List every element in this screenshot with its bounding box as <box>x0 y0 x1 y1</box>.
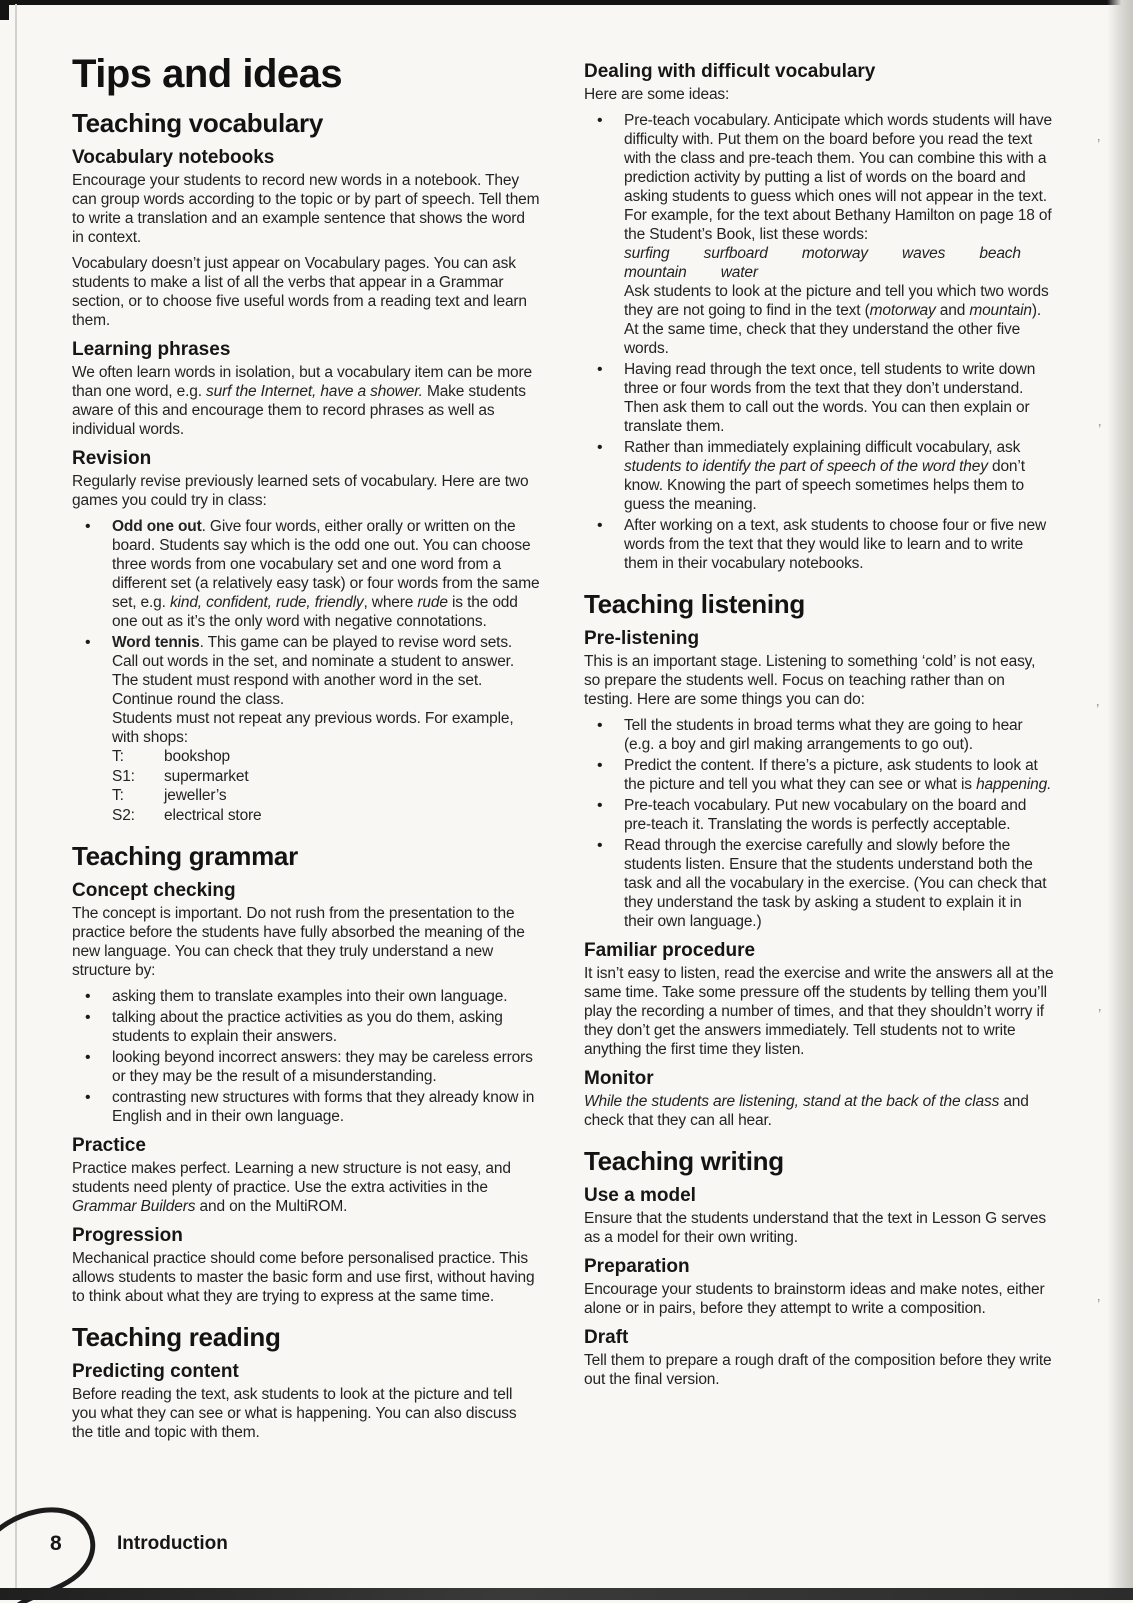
scan-speck: ’ <box>1098 1006 1102 1023</box>
bullet-text <box>624 756 1054 794</box>
paragraph <box>112 709 540 747</box>
scan-speck: ’ <box>1097 136 1101 153</box>
sub-heading: Progression <box>72 1225 183 1246</box>
paragraph <box>72 1385 540 1442</box>
paragraph <box>584 1209 1054 1247</box>
bullet-text <box>624 716 1054 754</box>
paragraph <box>584 1280 1054 1318</box>
bullet-item <box>584 756 1054 794</box>
sub-heading: Use a model <box>584 1185 696 1206</box>
text-run: students to identify the part of speech of the word they <box>624 458 988 475</box>
text-run: Grammar Builders <box>72 1198 196 1215</box>
paragraph <box>584 1092 1054 1130</box>
sub-heading: Preparation <box>584 1256 690 1277</box>
bullet-item <box>72 633 540 825</box>
bullet-text <box>624 360 1054 436</box>
bullet-item <box>584 796 1054 834</box>
bullet-item <box>584 836 1054 931</box>
dialog-row <box>112 806 540 826</box>
text-run: Mechanical practice should come before personalised practice. This allows students to master the basic form and use first, without having to think about what they are trying to express at the same time. <box>72 1250 535 1305</box>
scan-edge-right <box>1107 0 1133 1600</box>
text-run: Make students aware of this and encourage them to record phrases as well as individual words. <box>72 383 526 438</box>
page-number: 8 <box>50 1532 62 1555</box>
dialog-speaker: T: <box>112 787 124 804</box>
text-run: Predict the content. If there’s a picture, ask students to look at the picture and tell you what they can see or what is <box>624 757 1038 793</box>
text-run: is the odd one out as it’s the only word with negative connotations. <box>112 594 518 630</box>
text-run: Ask students to look at the picture and tell you which two words they are not going to find in the text ( <box>624 283 1049 319</box>
scan-edge-bottom <box>0 1588 1133 1600</box>
bullet-list <box>72 987 540 1126</box>
text-run: Ensure that the students understand that the text in Lesson G serves as a model for their own writing. <box>584 1210 1046 1246</box>
dialog-row <box>112 767 540 787</box>
bullet-list <box>584 111 1054 573</box>
text-run: Pre-teach vocabulary. Anticipate which words students will have difficulty with. Put them on the board before you read the text with the class and pre-teach them. You can combine this with a prediction activity by putting a list of words on the board and asking students to guess which ones will not appear in the text. For example, for the text about Bethany Hamilton on page 18 of the Student’s Book, list these words: <box>624 112 1052 243</box>
text-run: Tell the students in broad terms what they are going to hear (e.g. a boy and girl making arrangements to go out). <box>624 717 1023 753</box>
text-run: surfing surfboard motorway waves beach mountain water <box>624 245 1021 281</box>
text-run: Word tennis <box>112 634 200 651</box>
text-run: rude <box>417 594 448 611</box>
bullet-text <box>624 796 1054 834</box>
text-run: Odd one out <box>112 518 202 535</box>
text-run: We often learn words in isolation, but a vocabulary item can be more than one word, e.g. <box>72 364 532 400</box>
bullet-text <box>624 438 1054 514</box>
dialog-text: bookshop <box>164 748 231 765</box>
bullet-list <box>72 517 540 825</box>
footer-section-label: Introduction <box>117 1533 228 1554</box>
dialog-row <box>112 786 540 806</box>
dialog-speaker: T: <box>112 748 124 765</box>
bullet-text <box>624 111 1054 244</box>
sub-heading: Revision <box>72 448 152 469</box>
text-run: contrasting new structures with forms that they already know in English and in their own language. <box>112 1089 535 1125</box>
section-heading: Teaching listening <box>584 589 805 619</box>
bullet-text <box>112 633 540 709</box>
text-run: The concept is important. Do not rush from the presentation to the practice before the students have fully absorbed the meaning of the new language. You can check that they truly understand a new structure by: <box>72 905 525 979</box>
dialog-text: supermarket <box>164 767 249 785</box>
text-run: Encourage your students to record new words in a notebook. They can group words according to the topic or by part of speech. Tell them to write a translation and an example sentence that shows the word in context. <box>72 172 540 246</box>
text-run: looking beyond incorrect answers: they may be careless errors or they may be the result of a misunderstanding. <box>112 1049 533 1085</box>
dialog-text: electrical store <box>164 806 262 824</box>
paragraph <box>72 171 540 247</box>
text-run: kind, confident, rude, friendly <box>169 594 364 611</box>
text-run: Having read through the text once, tell students to write down three or four words from the text that they don’t understand. Then ask them to call out the words. You can then explain or translate them. <box>624 361 1036 435</box>
text-run: Students must not repeat any previous words. For example, with shops: <box>112 710 514 746</box>
paragraph <box>72 1159 540 1216</box>
text-run: talking about the practice activities as you do them, asking students to explain their answers. <box>112 1009 503 1045</box>
left-column <box>72 0 540 1449</box>
text-run: It isn’t easy to listen, read the exercise and write the answers all at the same time. Take some pressure off the students by telling them you’ll play the recording a number of times, and that they shouldn’t worry if they don’t get the answers immediately. Tell students not to write anything the first time they listen. <box>584 965 1054 1058</box>
bullet-item <box>72 517 540 631</box>
text-run: . This game can be played to revise word sets. Call out words in the set, and nominate a student to answer. The student must respond with another word in the set. Continue round the class. <box>112 634 514 708</box>
paragraph <box>624 282 1054 358</box>
bullet-item <box>72 1088 540 1126</box>
bullet-text <box>112 517 540 631</box>
sub-heading: Dealing with difficult vocabulary <box>584 61 876 82</box>
text-run: and on the MultiROM. <box>195 1198 348 1215</box>
bullet-text <box>112 1048 540 1086</box>
scan-speck: ’ <box>1096 701 1100 718</box>
bullet-item <box>584 716 1054 754</box>
sub-heading: Learning phrases <box>72 339 231 360</box>
text-run: happening. <box>976 776 1052 793</box>
bullet-text <box>112 987 540 1006</box>
paragraph <box>584 964 1054 1059</box>
text-run: While the students are listening, stand at the back of the class <box>584 1093 1000 1110</box>
bullet-list <box>584 716 1054 931</box>
text-run: Read through the exercise carefully and slowly before the students listen. Ensure that the students understand both the task and all the vocabulary in the exercise. (You can check that they understand the task by asking a student to explain it in their own language.) <box>624 837 1047 930</box>
paragraph <box>72 254 540 330</box>
bullet-item <box>584 438 1054 514</box>
dialog-exchange <box>112 747 540 825</box>
text-run: Before reading the text, ask students to look at the picture and tell you what they can see or what is happening. You can also discuss the title and topic with them. <box>72 1386 517 1441</box>
text-run: This is an important stage. Listening to something ‘cold’ is not easy, so prepare the students well. Focus on teaching rather than on testing. Here are some things you can do: <box>584 653 1036 708</box>
paragraph <box>584 85 1054 104</box>
sub-heading: Familiar procedure <box>584 940 756 961</box>
text-run: Vocabulary doesn’t just appear on Vocabulary pages. You can ask students to make a list of all the verbs that appear in a Grammar section, or to choose five useful words from a reading text and learn them. <box>72 255 527 329</box>
bullet-item <box>72 1048 540 1086</box>
sub-heading: Concept checking <box>72 880 236 901</box>
text-run: Tell them to prepare a rough draft of the composition before they write out the final version. <box>584 1352 1052 1388</box>
page-title: Tips and ideas <box>72 52 343 96</box>
bullet-text <box>624 516 1054 573</box>
sub-heading: Practice <box>72 1135 146 1156</box>
right-column <box>584 0 1054 1396</box>
text-run: Regularly revise previously learned sets of vocabulary. Here are two games you could try in class: <box>72 473 529 509</box>
paragraph <box>72 472 540 510</box>
sub-heading: Draft <box>584 1327 629 1348</box>
bullet-item <box>584 360 1054 436</box>
text-run: Pre-teach vocabulary. Put new vocabulary on the board and pre-teach it. Translating the words is perfectly acceptable. <box>624 797 1027 833</box>
text-run: Practice makes perfect. Learning a new structure is not easy, and students need plenty of practice. Use the extra activities in the <box>72 1160 511 1196</box>
text-run: , where <box>363 594 418 611</box>
section-heading: Teaching reading <box>72 1322 281 1352</box>
dialog-speaker: S1: <box>112 767 135 785</box>
text-run: and check that they can all hear. <box>584 1093 1029 1129</box>
text-run: . Give four words, either orally or written on the board. Students say which is the odd one out. You can choose three words from one vocabulary set and one word from a different set (a relatively easy task) or four words from the same set, e.g. <box>112 518 540 611</box>
text-run: Here are some ideas: <box>584 86 730 103</box>
sub-heading: Vocabulary notebooks <box>72 147 275 168</box>
section-heading: Teaching vocabulary <box>72 108 324 138</box>
text-run: and <box>935 302 970 319</box>
text-run: Rather than immediately explaining difficult vocabulary, ask <box>624 439 1021 456</box>
paragraph <box>584 1351 1054 1389</box>
scan-speck: ’ <box>1097 1296 1101 1313</box>
text-run: don’t know. Knowing the part of speech sometimes helps them to guess the meaning. <box>624 458 1025 513</box>
section-heading: Teaching writing <box>584 1146 784 1176</box>
paragraph <box>72 904 540 980</box>
word-list <box>624 244 1054 282</box>
scan-edge-left <box>15 4 17 1588</box>
bullet-text <box>112 1088 540 1126</box>
sub-heading: Predicting content <box>72 1361 239 1382</box>
text-run: After working on a text, ask students to choose four or five new words from the text that they would like to learn and to write them in their vocabulary notebooks. <box>624 517 1047 572</box>
bullet-item <box>584 516 1054 573</box>
text-run: surf the Internet, have a shower. <box>206 383 423 400</box>
bullet-item <box>72 1008 540 1046</box>
text-run: motorway <box>869 302 936 319</box>
scan-corner-mark <box>0 0 9 20</box>
text-run: asking them to translate examples into their own language. <box>112 988 508 1005</box>
bullet-text <box>624 836 1054 931</box>
sub-heading: Monitor <box>584 1068 654 1089</box>
text-run: ). At the same time, check that they understand the other five words. <box>624 302 1042 357</box>
text-run: mountain <box>969 302 1032 319</box>
sub-heading: Pre-listening <box>584 628 700 649</box>
dialog-row <box>112 747 540 767</box>
paragraph <box>584 652 1054 709</box>
bullet-item <box>72 987 540 1006</box>
bullet-item <box>584 111 1054 358</box>
section-heading: Teaching grammar <box>72 841 298 871</box>
dialog-speaker: S2: <box>112 806 135 824</box>
paragraph <box>72 1249 540 1306</box>
paragraph <box>72 363 540 439</box>
dialog-text: jeweller’s <box>164 787 227 804</box>
text-run: Encourage your students to brainstorm ideas and make notes, either alone or in pairs, before they attempt to write a composition. <box>584 1281 1045 1317</box>
bullet-text <box>112 1008 540 1046</box>
scan-speck: ’ <box>1098 421 1102 438</box>
